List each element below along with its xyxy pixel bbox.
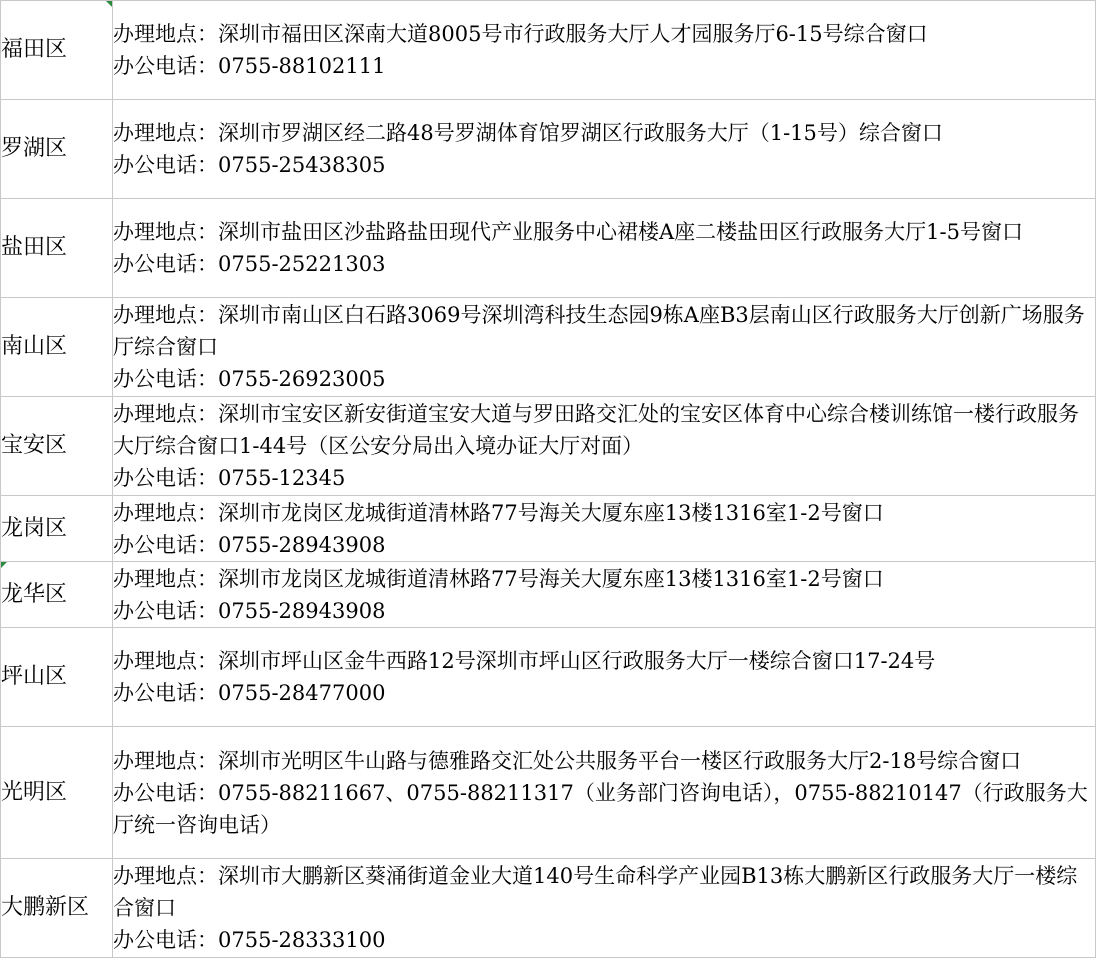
phone-text: 办公电话：0755-28943908 bbox=[113, 532, 386, 557]
table-row bbox=[1, 298, 1096, 397]
district-cell[interactable] bbox=[1, 562, 113, 628]
phone-text: 办公电话：0755-26923005 bbox=[113, 367, 386, 391]
district-name: 龙华区 bbox=[1, 581, 68, 607]
table-row bbox=[1, 397, 1096, 496]
phone-text: 办公电话：0755-28943908 bbox=[113, 598, 386, 623]
phone-text: 办公电话：0755-88211667、0755-88211317（业务部门咨询电话），0755-88210147（行政服务大厅统一咨询电话） bbox=[113, 780, 1088, 837]
district-name: 坪山区 bbox=[1, 664, 68, 689]
address-text: 办理地点：深圳市罗湖区经二路48号罗湖体育馆罗湖区行政服务大厅（1-15号）综合窗口 bbox=[113, 121, 943, 145]
address-text: 办理地点：深圳市福田区深南大道8005号市行政服务大厅人才园服务厅6-15号综合窗口 bbox=[113, 22, 928, 46]
info-cell[interactable] bbox=[113, 199, 1096, 298]
info-cell[interactable] bbox=[113, 100, 1096, 199]
table-row bbox=[1, 628, 1096, 727]
district-name: 龙岗区 bbox=[1, 515, 68, 541]
phone-text: 办公电话：0755-25221303 bbox=[113, 252, 386, 276]
address-text: 办理地点：深圳市光明区牛山路与德雅路交汇处公共服务平台一楼区行政服务大厅2-18号综合窗口 bbox=[113, 748, 1022, 773]
info-cell[interactable] bbox=[113, 562, 1096, 628]
address-text: 办理地点：深圳市大鹏新区葵涌街道金业大道140号生命科学产业园B13栋大鹏新区行政服务大厅一楼综合窗口 bbox=[113, 864, 1078, 920]
comment-indicator-icon bbox=[106, 1, 112, 7]
info-cell[interactable] bbox=[113, 496, 1096, 562]
district-name: 光明区 bbox=[1, 779, 68, 805]
district-cell[interactable] bbox=[1, 397, 113, 496]
address-text: 办理地点：深圳市龙岗区龙城街道清林路77号海关大厦东座13楼1316室1-2号窗口 bbox=[113, 500, 884, 525]
comment-indicator-icon bbox=[1, 562, 7, 568]
table-row bbox=[1, 100, 1096, 199]
table-row bbox=[1, 859, 1096, 958]
district-name: 南山区 bbox=[1, 334, 68, 359]
info-cell[interactable] bbox=[113, 1, 1096, 100]
district-name: 福田区 bbox=[1, 37, 68, 62]
table-row bbox=[1, 562, 1096, 628]
info-cell[interactable] bbox=[113, 397, 1096, 496]
phone-text: 办公电话：0755-88102111 bbox=[113, 54, 386, 78]
district-name: 罗湖区 bbox=[1, 136, 68, 161]
district-name: 大鹏新区 bbox=[1, 895, 90, 920]
address-text: 办理地点：深圳市南山区白石路3069号深圳湾科技生态园9栋A座B3层南山区行政服务大厅创新广场服务厅综合窗口 bbox=[113, 303, 1085, 359]
info-cell[interactable] bbox=[113, 727, 1096, 859]
info-cell[interactable] bbox=[113, 298, 1096, 397]
phone-text: 办公电话：0755-12345 bbox=[113, 466, 346, 490]
phone-text: 办公电话：0755-28477000 bbox=[113, 681, 386, 705]
phone-text: 办公电话：0755-25438305 bbox=[113, 153, 386, 177]
district-cell[interactable] bbox=[1, 199, 113, 298]
district-cell[interactable] bbox=[1, 628, 113, 727]
district-cell[interactable] bbox=[1, 859, 113, 958]
district-cell[interactable] bbox=[1, 1, 113, 100]
district-cell[interactable] bbox=[1, 100, 113, 199]
info-cell[interactable] bbox=[113, 859, 1096, 958]
district-name: 宝安区 bbox=[1, 433, 68, 458]
phone-text: 办公电话：0755-28333100 bbox=[113, 928, 386, 952]
table-row bbox=[1, 496, 1096, 562]
address-text: 办理地点：深圳市坪山区金牛西路12号深圳市坪山区行政服务大厅一楼综合窗口17-24号 bbox=[113, 649, 936, 673]
district-cell[interactable] bbox=[1, 298, 113, 397]
district-name: 盐田区 bbox=[1, 235, 68, 260]
address-text: 办理地点：深圳市宝安区新安街道宝安大道与罗田路交汇处的宝安区体育中心综合楼训练馆一楼行政服务大厅综合窗口1-44号（区公安分局出入境办证大厅对面） bbox=[113, 402, 1079, 458]
district-cell[interactable] bbox=[1, 496, 113, 562]
info-cell[interactable] bbox=[113, 628, 1096, 727]
district-cell[interactable] bbox=[1, 727, 113, 859]
table-row bbox=[1, 727, 1096, 859]
table-row bbox=[1, 1, 1096, 100]
address-text: 办理地点：深圳市盐田区沙盐路盐田现代产业服务中心裙楼A座二楼盐田区行政服务大厅1-5号窗口 bbox=[113, 220, 1023, 244]
table-row bbox=[1, 199, 1096, 298]
address-text: 办理地点：深圳市龙岗区龙城街道清林路77号海关大厦东座13楼1316室1-2号窗口 bbox=[113, 566, 884, 591]
